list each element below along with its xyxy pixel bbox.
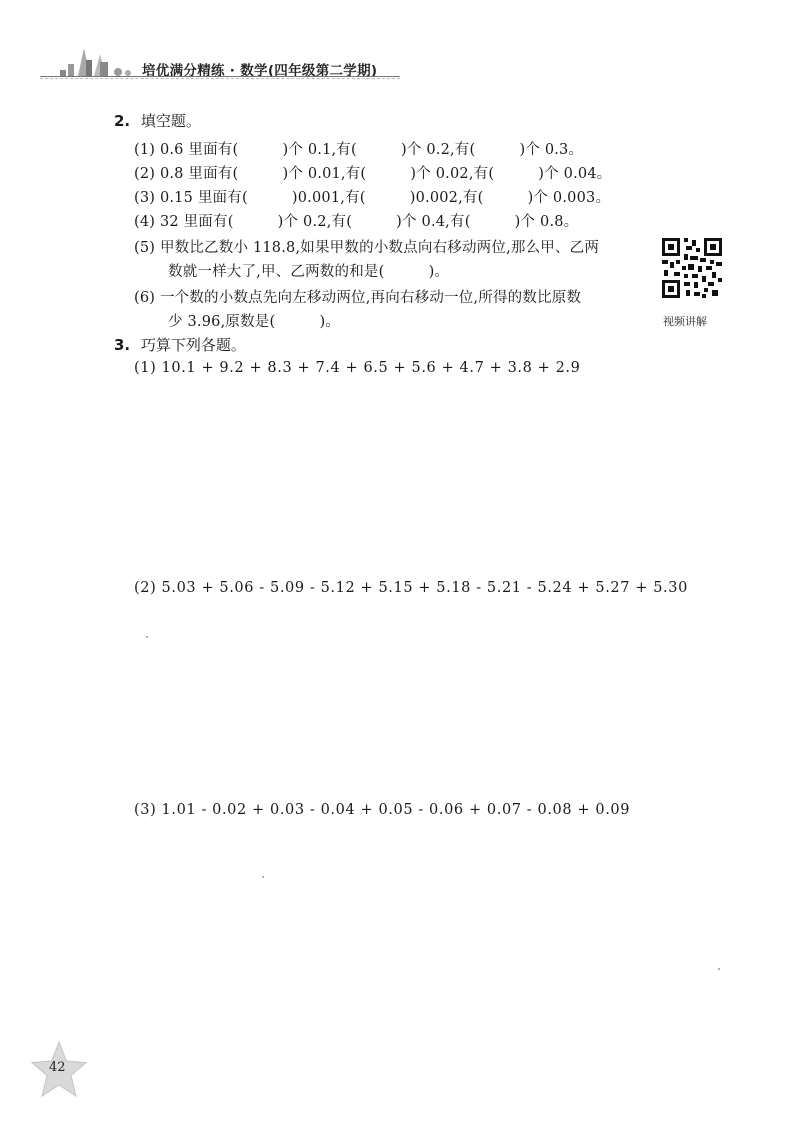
question-title: 巧算下列各题。 bbox=[140, 336, 246, 354]
q3-item-1: (1) 10.1 + 9.2 + 8.3 + 7.4 + 6.5 + 5.6 + 4.7 + 3.8 + 2.9 bbox=[134, 360, 581, 376]
header-rule bbox=[40, 76, 400, 77]
q3-item-2: (2) 5.03 + 5.06 - 5.09 - 5.12 + 5.15 + 5.18 - 5.21 - 5.24 + 5.27 + 5.30 bbox=[134, 580, 688, 596]
q2-item-4: (4) 32 里面有( )个 0.2,有( )个 0.4,有( )个 0.8。 bbox=[134, 214, 579, 230]
qr-caption: 视频讲解 bbox=[663, 315, 707, 328]
scan-speck bbox=[262, 876, 264, 878]
q2-item-6-cont: 少 3.96,原数是( )。 bbox=[168, 314, 341, 330]
scan-speck bbox=[718, 968, 720, 970]
question-number: 2. bbox=[114, 112, 131, 130]
q2-item-2: (2) 0.8 里面有( )个 0.01,有( )个 0.02,有( )个 0.04。 bbox=[134, 166, 612, 182]
q2-item-5-cont: 数就一样大了,甲、乙两数的和是( )。 bbox=[168, 264, 450, 280]
q2-item-3: (3) 0.15 里面有( )0.001,有( )0.002,有( )个 0.003。 bbox=[134, 190, 611, 206]
question-2-heading bbox=[114, 110, 201, 131]
q3-item-3: (3) 1.01 - 0.02 + 0.03 - 0.04 + 0.05 - 0.06 + 0.07 - 0.08 + 0.09 bbox=[134, 802, 631, 818]
qr-code-icon[interactable] bbox=[660, 236, 724, 300]
q2-item-1: (1) 0.6 里面有( )个 0.1,有( )个 0.2,有( )个 0.3。 bbox=[134, 142, 584, 158]
question-title: 填空题。 bbox=[140, 112, 201, 130]
question-number: 3. bbox=[114, 336, 131, 354]
scan-speck bbox=[146, 636, 148, 638]
page-number: 42 bbox=[49, 1060, 66, 1075]
page-header bbox=[40, 40, 400, 80]
header-decoration-icon bbox=[40, 40, 140, 78]
header-title: 培优满分精练 · 数学(四年级第二学期) bbox=[142, 63, 378, 79]
q2-item-5: (5) 甲数比乙数小 118.8,如果甲数的小数点向右移动两位,那么甲、乙两 bbox=[134, 240, 600, 256]
q2-item-6: (6) 一个数的小数点先向左移动两位,再向右移动一位,所得的数比原数 bbox=[134, 290, 582, 306]
header-dotted-rule bbox=[40, 78, 400, 79]
question-3-heading bbox=[114, 334, 246, 355]
